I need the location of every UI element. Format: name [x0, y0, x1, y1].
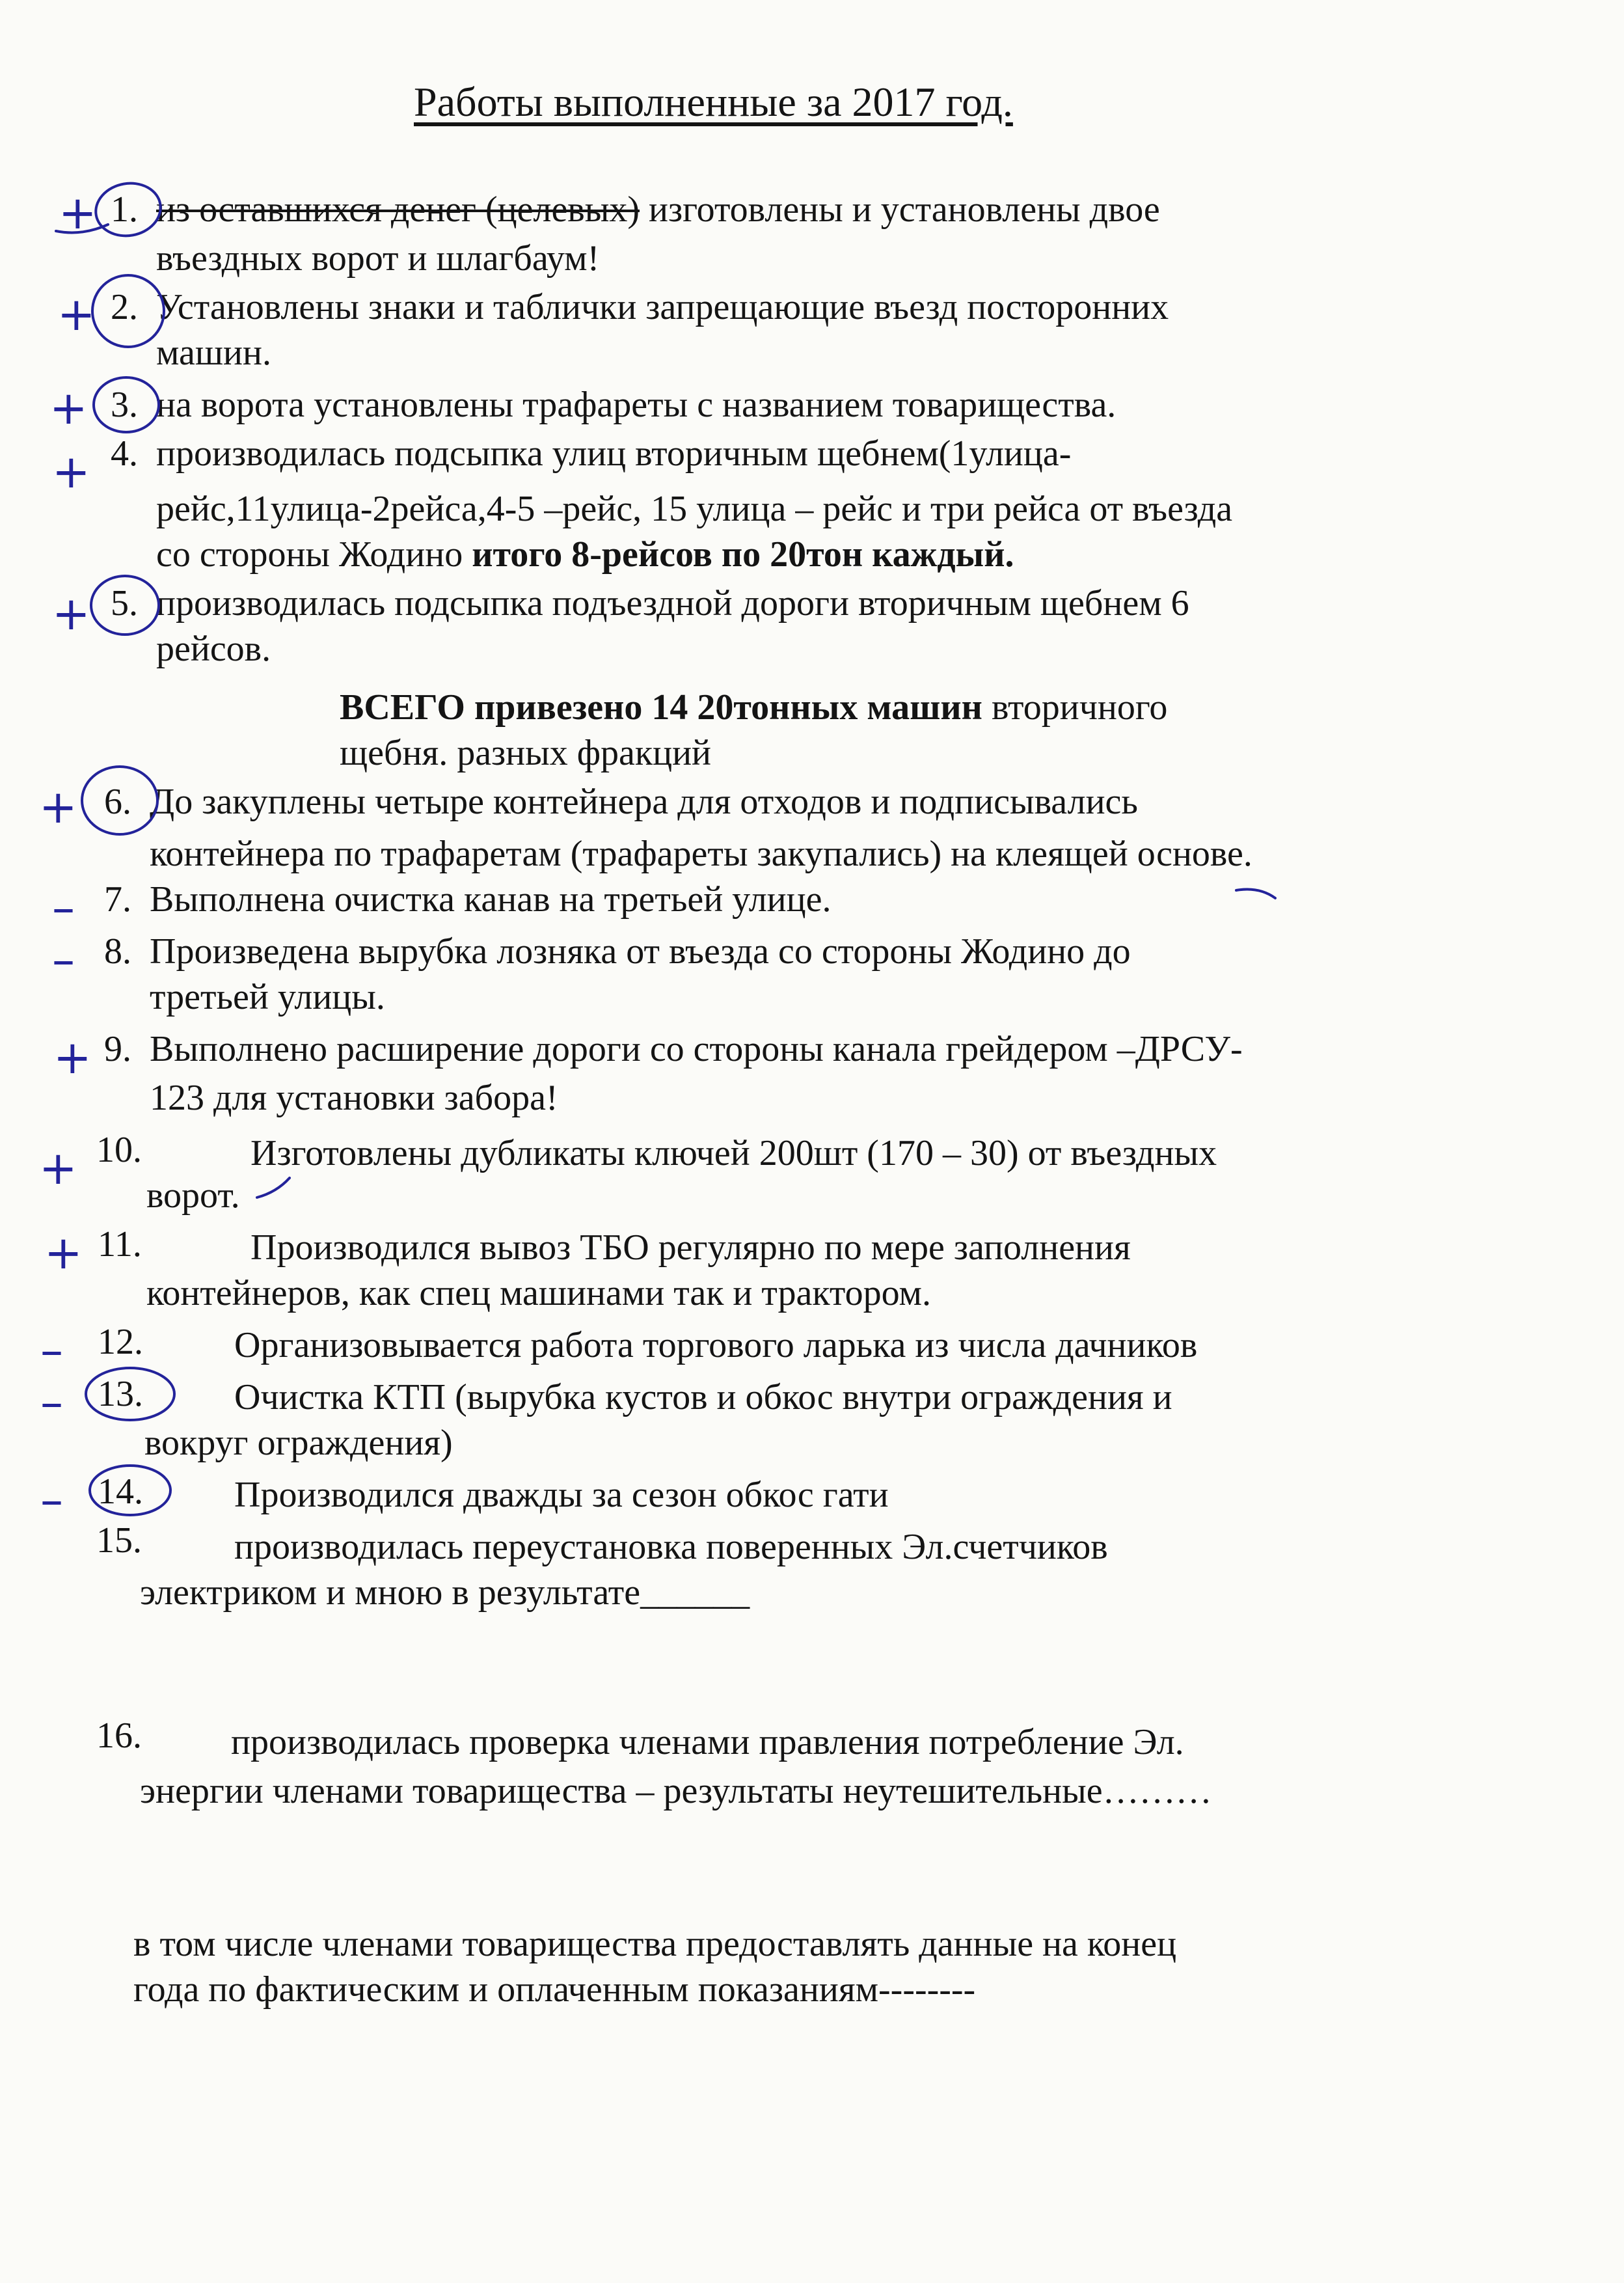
item-text-line: 123 для установки забора!: [150, 1078, 558, 1118]
item-number: 10.: [96, 1130, 142, 1170]
item-number: 12.: [98, 1322, 143, 1362]
plus-mark: +: [53, 1031, 92, 1084]
item-text-line: машин.: [156, 333, 271, 373]
item-number: 7.: [104, 879, 131, 920]
item-number: 1.: [111, 189, 138, 230]
item-number: 3.: [111, 385, 138, 425]
item-text: изготовлены и установлены двое: [640, 189, 1160, 230]
item-text-line: производилась переустановка поверенных Эл.счетчиков: [234, 1527, 1108, 1567]
item-number: 5.: [111, 583, 138, 623]
item-text-line: производилась подсыпка подъездной дороги вторичным щебнем 6: [156, 583, 1189, 623]
item-text-line: Произведена вырубка лозняка от въезда со стороны Жодино до: [150, 931, 1131, 972]
ink-flick: [257, 1178, 290, 1197]
bold-text: ВСЕГО привезено 14 20тонных машин: [340, 687, 982, 728]
item-text-line: энергии членами товарищества – результаты неутешительные………: [140, 1771, 1212, 1811]
plus-mark: +: [49, 381, 88, 435]
plus-mark: +: [44, 1226, 83, 1279]
item-text-line: Выполнено расширение дороги со стороны канала грейдером –ДРСУ-: [150, 1029, 1243, 1069]
item-number: 14.: [98, 1471, 143, 1512]
item-number: 4.: [111, 433, 138, 474]
footer-note-line: года по фактическим и оплаченным показаниям--------: [133, 1969, 976, 2010]
item-number: 2.: [111, 287, 138, 327]
plus-mark: +: [57, 288, 96, 341]
minus-mark: –: [52, 881, 75, 935]
minus-mark: –: [40, 1376, 63, 1429]
item-text-line: вокруг ограждения): [144, 1423, 453, 1463]
item-text-line: Установлены знаки и таблички запрещающие въезд посторонних: [156, 287, 1169, 327]
item-text: вторичного: [982, 687, 1168, 728]
item-text-line: рейсов.: [156, 629, 271, 669]
total-line: щебня. разных фракций: [340, 733, 712, 773]
plus-mark: +: [39, 780, 77, 834]
item-number: 15.: [96, 1520, 142, 1561]
item-text-line: Организовывается работа торгового ларька из числа дачников: [234, 1325, 1198, 1365]
item-number: 13.: [98, 1374, 143, 1414]
struck-text: из оставшихся денег (целевых): [156, 189, 640, 230]
item-text-line: Изготовлены дубликаты ключей 200шт (170 – 30) от въездных: [250, 1133, 1217, 1173]
item-text-line: До закуплены четыре контейнера для отходов и подписывались: [150, 782, 1138, 822]
item-text-line: ворот.: [146, 1175, 240, 1216]
bold-text: итого 8-рейсов по 20тон каждый.: [472, 534, 1014, 575]
plus-mark: +: [59, 186, 97, 239]
total-line: [340, 687, 1167, 728]
item-number: 8.: [104, 931, 131, 972]
item-text-line: производилась подсыпка улиц вторичным щебнем(1улица-: [156, 433, 1072, 474]
document-title: Работы выполненные за 2017 год.: [414, 79, 1013, 125]
item-text-line: контейнеров, как спец машинами так и трактором.: [146, 1273, 931, 1313]
minus-mark: –: [52, 933, 75, 987]
item-text: со стороны Жодино: [156, 534, 472, 575]
item-number: 9.: [104, 1029, 131, 1069]
plus-mark: +: [52, 587, 90, 640]
item-text-line: рейс,11улица-2рейса,4-5 –рейс, 15 улица – рейс и три рейса от въезда: [156, 489, 1233, 529]
ink-flick: [1236, 890, 1275, 899]
item-text-line: контейнера по трафаретам (трафареты закупались) на клеящей основе.: [150, 834, 1252, 874]
plus-mark: +: [52, 445, 90, 499]
item-number: 16.: [96, 1716, 142, 1756]
minus-mark: –: [40, 1473, 63, 1527]
item-text-line: Выполнена очистка канав на третьей улице.: [150, 879, 832, 920]
item-text-line: Производился дважды за сезон обкос гати: [234, 1475, 889, 1515]
item-text-line: въездных ворот и шлагбаум!: [156, 238, 600, 279]
item-text-line: производилась проверка членами правления потребление Эл.: [231, 1722, 1184, 1762]
item-text-line: третьей улицы.: [150, 977, 385, 1017]
item-text-line: Очистка КТП (вырубка кустов и обкос внутри ограждения и: [234, 1377, 1172, 1417]
minus-mark: –: [40, 1324, 63, 1377]
item-text-line: электриком и мною в результате______: [140, 1572, 750, 1613]
plus-mark: +: [39, 1142, 77, 1195]
item-number: 6.: [104, 782, 131, 822]
item-text-line: [156, 534, 1014, 575]
item-text-line: на ворота установлены трафареты с названием товарищества.: [156, 385, 1116, 425]
item-number: 11.: [98, 1224, 142, 1265]
item-text-line: [156, 189, 1160, 230]
footer-note-line: в том числе членами товарищества предоставлять данные на конец: [133, 1924, 1177, 1964]
item-text-line: Производился вывоз ТБО регулярно по мере заполнения: [250, 1227, 1131, 1268]
